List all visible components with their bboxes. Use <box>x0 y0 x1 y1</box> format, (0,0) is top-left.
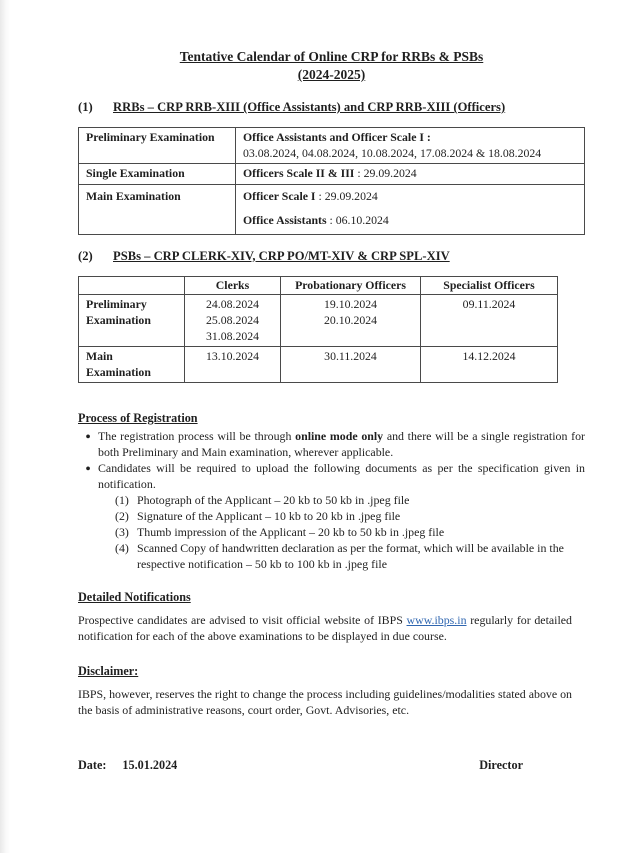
row-label-single: Single Examination <box>79 164 236 185</box>
list-item <box>115 509 572 525</box>
table-row <box>79 128 585 164</box>
prelim-so-dates <box>421 295 558 347</box>
list-item-text: Signature of the Applicant – 10 kb to 20 kb in .jpeg file <box>137 508 401 523</box>
registration-bullets <box>78 429 585 573</box>
main-dates-cell <box>236 184 585 234</box>
row-label-preliminary: Preliminary Examination <box>79 128 236 164</box>
main-po-date <box>281 347 421 383</box>
upload-documents-list <box>115 493 572 573</box>
list-item <box>115 525 572 541</box>
section-2-title: PSBs – CRP CLERK-XIV, CRP PO/MT-XIV & CRP SPL-XIV <box>113 248 450 263</box>
page-title <box>78 48 585 84</box>
table-header-row <box>79 276 558 295</box>
date-value: 25.08.2024 <box>205 312 260 327</box>
header-probationary-officers: Probationary Officers <box>281 276 421 295</box>
date-block <box>78 758 177 773</box>
ibps-website-link[interactable]: www.ibps.in <box>406 612 467 627</box>
table-row <box>79 295 558 347</box>
bullet-1-pre: The registration process will be through <box>98 429 296 444</box>
disclaimer-heading: Disclaimer: <box>78 663 139 678</box>
section-2-number: (2) <box>78 248 93 263</box>
main-so-date <box>421 347 558 383</box>
date-value: 15.01.2024 <box>122 758 178 773</box>
title-line-2: (2024-2025) <box>297 67 366 82</box>
title-line-1: Tentative Calendar of Online CRP for RRBs & PSBs <box>179 49 484 64</box>
main-date2-text: : 06.10.2024 <box>326 213 389 228</box>
list-item-text: Photograph of the Applicant – 20 kb to 50 kb in .jpeg file <box>137 493 410 507</box>
list-item <box>115 541 572 573</box>
bullet-1-bold: online mode only <box>295 429 384 444</box>
single-dates-cell <box>236 164 585 185</box>
disclaimer-paragraph: IBPS, however, reserves the right to change the process including guidelines/modalities stated above on the basis of administrative reasons, court order, Govt. Advisories, etc. <box>78 686 572 717</box>
bullet-1-text <box>98 429 585 461</box>
row-label-preliminary: Preliminary Examination <box>79 295 185 347</box>
notifications-post-text: regularly for detailed notification for each of the above examinations to be displayed in due course. <box>78 612 572 643</box>
document-footer <box>78 758 585 773</box>
main-clerks-date <box>185 347 281 383</box>
registration-heading: Process of Registration <box>78 411 198 426</box>
section-1-title: RRBs – CRP RRB-XIII (Office Assistants) and CRP RRB-XIII (Officers) <box>113 100 506 114</box>
notifications-paragraph <box>78 612 572 644</box>
prelim-clerks-dates <box>185 295 281 347</box>
single-date-text: : 29.09.2024 <box>354 166 417 181</box>
header-specialist-officers: Specialist Officers <box>421 276 558 295</box>
row-label-main: Main Examination <box>79 184 236 234</box>
bullet-icon <box>78 429 98 461</box>
preliminary-dates-text: 03.08.2024, 04.08.2024, 10.08.2024, 17.08.2024 & 18.08.2024 <box>243 145 542 160</box>
bullet-2-text: Candidates will be required to upload the following documents as per the specification given in notification. <box>98 461 585 492</box>
list-item-text: Scanned Copy of handwritten declaration as per the format, which will be available in the respective notification – 50 kb to 100 kb in .jpeg file <box>137 540 564 571</box>
bullet-item <box>78 429 585 461</box>
list-item-number: (2) <box>115 508 129 523</box>
psb-schedule-table <box>78 276 558 383</box>
date-value: 31.08.2024 <box>205 328 260 343</box>
date-value: 13.10.2024 <box>205 349 260 364</box>
single-scale-text: Officers Scale II & III <box>243 166 355 181</box>
date-value: 14.12.2024 <box>462 349 516 364</box>
bullet-item <box>78 461 585 493</box>
main-scale1-text: Officer Scale I <box>243 188 316 203</box>
section-1-number: (1) <box>78 100 93 114</box>
date-value: 09.11.2024 <box>462 297 516 312</box>
preliminary-dates-cell <box>236 128 585 164</box>
list-item-number: (1) <box>115 493 129 507</box>
bullet-1-post: and there will be a single registration for both Preliminary and Main examination, wherever applicable. <box>98 429 585 460</box>
date-value: 20.10.2024 <box>323 312 378 327</box>
signatory-label: Director <box>479 758 523 773</box>
notifications-pre-text: Prospective candidates are advised to visit official website of IBPS <box>78 612 407 627</box>
date-value: 30.11.2024 <box>324 349 377 364</box>
main-scale2-text: Office Assistants <box>243 213 327 228</box>
preliminary-scale-text: Office Assistants and Officer Scale I : <box>243 130 431 144</box>
date-value: 19.10.2024 <box>323 297 378 312</box>
list-item-number: (3) <box>115 524 129 539</box>
section-2-heading <box>78 249 585 264</box>
header-clerks: Clerks <box>185 276 281 295</box>
table-row <box>79 184 585 234</box>
date-value: 24.08.2024 <box>205 297 260 312</box>
table-row <box>79 347 558 383</box>
main-date1-text: : 29.09.2024 <box>315 188 378 203</box>
notifications-heading: Detailed Notifications <box>78 589 191 604</box>
prelim-po-dates <box>281 295 421 347</box>
table-row <box>79 164 585 185</box>
rrb-schedule-table <box>78 127 585 235</box>
list-item-text: Thumb impression of the Applicant – 20 kb to 50 kb in .jpeg file <box>137 524 445 539</box>
date-label: Date: <box>78 758 107 773</box>
bullet-icon <box>78 461 98 493</box>
list-item-number: (4) <box>115 540 129 555</box>
empty-header-cell <box>79 276 185 295</box>
list-item <box>115 493 572 509</box>
section-1-heading <box>78 100 585 115</box>
row-label-main: Main Examination <box>79 347 185 383</box>
